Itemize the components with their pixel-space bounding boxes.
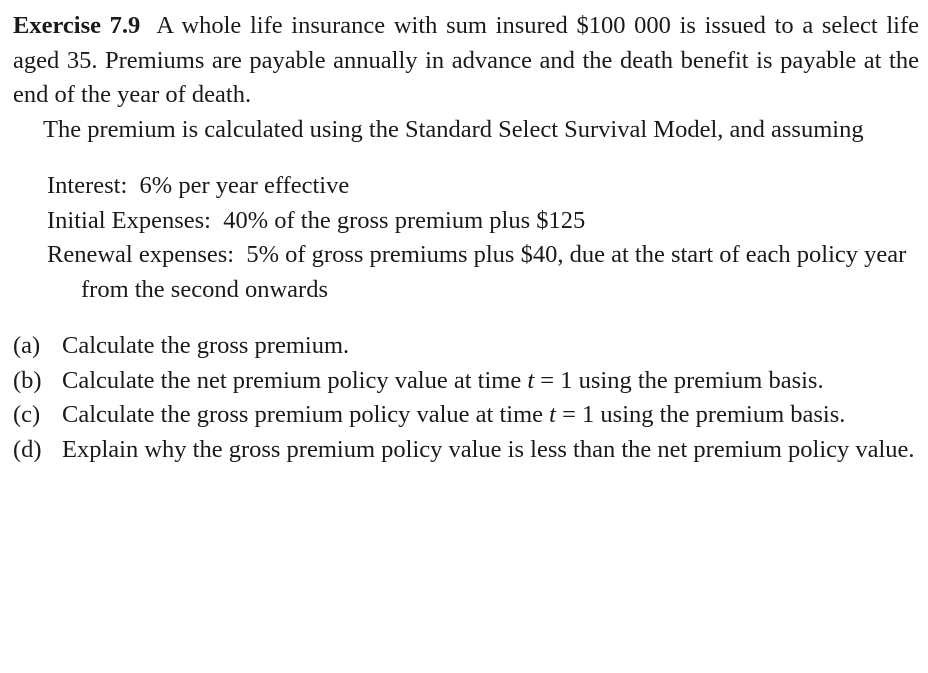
part-text-post: = 1 using the premium basis. bbox=[562, 401, 846, 428]
assumption-value: 5% of gross premiums plus $40, due at the start of each policy year from the second onwards bbox=[81, 241, 907, 303]
assumption-value: 6% per year effective bbox=[139, 172, 350, 199]
part-c bbox=[13, 398, 919, 433]
part-label: (a) bbox=[13, 332, 41, 359]
part-label: (c) bbox=[13, 401, 41, 428]
part-b bbox=[13, 364, 919, 399]
time-variable: t bbox=[527, 366, 535, 394]
assumption-label: Renewal expenses: bbox=[47, 241, 235, 268]
exercise-intro bbox=[13, 9, 919, 113]
part-text-pre: Calculate the gross premium policy value at time bbox=[62, 401, 544, 428]
assumption-label: Initial Expenses: bbox=[47, 206, 211, 234]
part-label: (b) bbox=[13, 366, 42, 394]
part-a bbox=[13, 329, 919, 364]
part-label: (d) bbox=[13, 435, 42, 463]
part-text bbox=[62, 364, 919, 399]
premium-basis-text: The premium is calculated using the Standard Select Survival Model, and assuming bbox=[43, 115, 864, 143]
assumption-label: Interest: bbox=[47, 172, 128, 199]
part-text-pre: Calculate the net premium policy value at time bbox=[62, 366, 522, 394]
assumption-interest bbox=[47, 169, 919, 204]
part-text: Calculate the gross premium. bbox=[62, 332, 350, 359]
assumptions-list bbox=[13, 169, 919, 307]
assumption-value: 40% of the gross premium plus $125 bbox=[223, 206, 586, 234]
exercise-parts bbox=[13, 329, 919, 467]
part-d bbox=[13, 433, 919, 468]
part-text: Explain why the gross premium policy value is less than the net premium policy value. bbox=[62, 435, 915, 463]
assumption-renewal-expenses bbox=[47, 238, 919, 307]
part-text bbox=[62, 398, 919, 433]
exercise-intro-text: A whole life insurance with sum insured $100 000 is issued to a select life aged 35. Premiums are payable annually in advance and the death benefit is payable at the end of the year of death. bbox=[13, 12, 919, 108]
time-variable: t bbox=[549, 401, 556, 428]
part-text-post: = 1 using the premium basis. bbox=[540, 366, 824, 394]
exercise-label: Exercise 7.9 bbox=[13, 12, 141, 39]
assumption-initial-expenses bbox=[47, 204, 919, 239]
